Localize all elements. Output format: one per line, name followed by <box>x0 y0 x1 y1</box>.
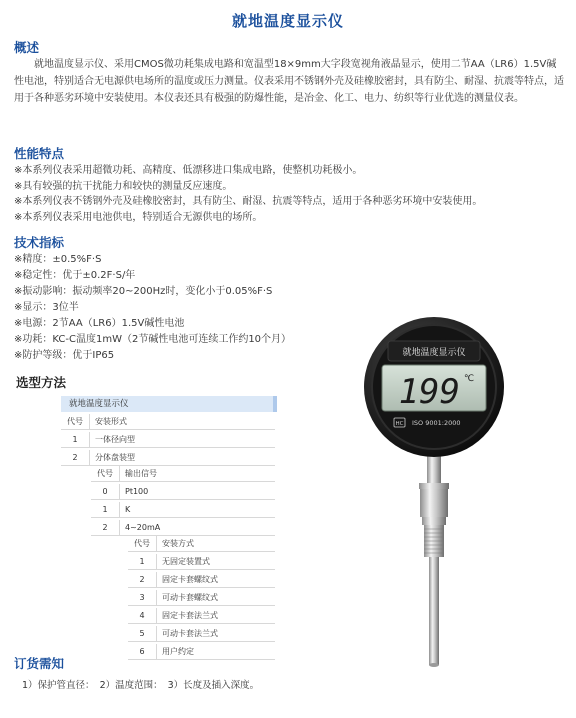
ordering-text: 1）保护管直径： 2）温度范围： 3）长度及插入深度。 <box>22 680 260 691</box>
features-list <box>14 163 574 225</box>
table-row: 2 分体盘装型 <box>61 450 275 466</box>
lcd-reading: 199 <box>398 372 460 412</box>
table-row: 1 K <box>91 502 275 518</box>
overview-heading: 概述 <box>14 40 40 55</box>
group-title: 安装形式 <box>95 417 127 426</box>
table-row: 1 无固定装置式 <box>128 554 275 570</box>
list-item: ※电源：2节AA（LR6）1.5V碱性电池 <box>14 318 185 329</box>
specs-heading: 技术指标 <box>14 235 65 250</box>
overview-text <box>14 56 564 107</box>
code-label: 代号 <box>61 414 90 429</box>
table-row: 6 用户约定 <box>128 644 275 660</box>
group-title: 输出信号 <box>125 469 157 478</box>
table-row: 3 可动卡套螺纹式 <box>128 590 275 606</box>
list-item: ※振动影响：振动频率20~200Hz时，变化小于0.05%F·S <box>14 286 273 297</box>
table-row: 2 4~20mA <box>91 520 275 536</box>
table-row: 1 一体径向型 <box>61 432 275 448</box>
code-label: 代号 <box>128 536 157 551</box>
features-heading: 性能特点 <box>14 146 65 161</box>
list-item: ※精度：±0.5%F·S <box>14 254 102 265</box>
probe-tube <box>429 557 439 665</box>
selection-product: 就地温度显示仪 <box>61 396 275 412</box>
fitting <box>422 517 446 525</box>
group-title: 安装方式 <box>162 539 194 548</box>
table-row: 4 固定卡套法兰式 <box>128 608 275 624</box>
code-label: 代号 <box>91 466 120 481</box>
neck <box>427 453 441 485</box>
specs-list <box>14 252 354 364</box>
iso-text: ISO 9001:2000 <box>412 419 461 427</box>
page-title: 就地温度显示仪 <box>231 12 344 30</box>
list-item: ※本系列仪表不锈钢外壳及硅橡胶密封，具有防尘、耐湿、抗震等特点，适用于各种恶劣环境中安装使用。 <box>14 196 483 207</box>
hex-nut <box>420 489 448 517</box>
device-label: 就地温度显示仪 <box>402 348 466 358</box>
list-item: ※具有较强的抗干扰能力和较快的测量反应速度。 <box>14 180 233 192</box>
list-item: ※本系列仪表采用超微功耗、高精度、低漂移进口集成电路，使整机功耗极小。 <box>14 165 363 176</box>
overview-paragraph: 就地温度显示仪、采用CMOS微功耗集成电路和宽温型18×9mm大字段宽视角液晶显示，使用二节AA（LR6）1.5V碱性电池，特别适合无电源供电场所的温度或压力测量。仪表采用不锈钢外壳及硅橡胶密封，具有防尘、耐湿、抗震等特点，适用于各种恶劣环境中安装使用。本仪表还具有极强的防爆性能，是冶金、化工、电力、纺织等行业优选的测量仪表。 <box>14 59 564 104</box>
list-item: ※防护等级：优于IP65 <box>14 350 115 361</box>
list-item: ※显示：3位半 <box>14 302 79 313</box>
ordering-heading: 订货需知 <box>14 656 65 671</box>
table-row: 0 Pt100 <box>91 484 275 500</box>
logo-text: HC <box>395 421 404 427</box>
list-item: ※稳定性：优于±0.2F·S/年 <box>14 270 136 281</box>
thermometer-illustration <box>356 315 532 690</box>
table-row: 2 固定卡套螺纹式 <box>128 572 275 588</box>
list-item: ※功耗：KC-C温度1mW（2节碱性电池可连续工作约10个月） <box>14 334 292 345</box>
lcd-unit: ℃ <box>464 374 475 384</box>
table-row: 5 可动卡套法兰式 <box>128 626 275 642</box>
selection-heading: 选型方法 <box>16 375 67 390</box>
list-item: ※本系列仪表采用电池供电，特别适合无源供电的场所。 <box>14 211 263 223</box>
nut-ring <box>419 483 449 489</box>
probe-tip <box>429 663 439 667</box>
